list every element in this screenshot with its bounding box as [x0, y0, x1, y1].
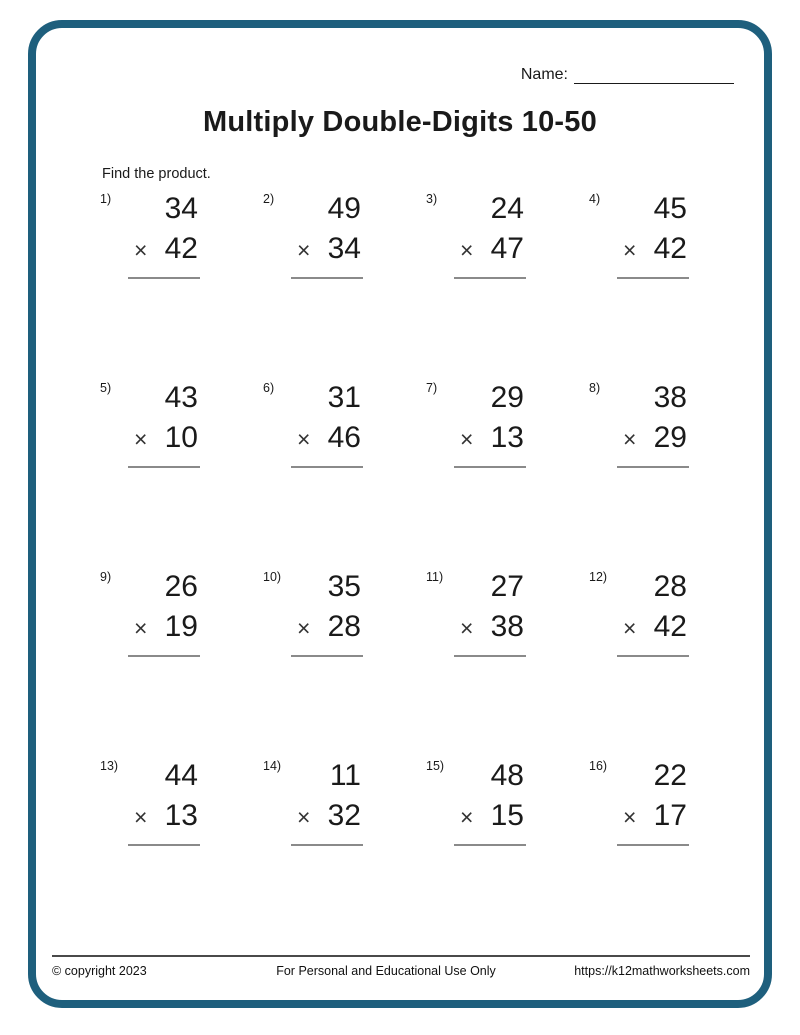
- problem-work: [134, 190, 198, 279]
- times-icon: ×: [460, 237, 474, 263]
- multiplier-row: [623, 797, 687, 836]
- multiplier: 46: [327, 421, 361, 454]
- multiplier: 42: [164, 232, 198, 265]
- times-icon: ×: [460, 615, 474, 641]
- multiplicand: 26: [164, 570, 198, 603]
- problem-work: [623, 568, 687, 657]
- multiplier: 29: [653, 421, 687, 454]
- answer-rule: [617, 277, 689, 279]
- answer-rule: [454, 844, 526, 846]
- multiplier: 42: [653, 610, 687, 643]
- times-icon: ×: [134, 804, 148, 830]
- problem-work: [623, 757, 687, 846]
- answer-rule: [128, 655, 200, 657]
- multiplier-row: [297, 419, 361, 458]
- problem: [259, 188, 422, 377]
- problem-number: 8): [589, 381, 601, 395]
- multiplier-row: [134, 608, 198, 647]
- problem-work: [460, 190, 524, 279]
- problem-work: [297, 379, 361, 468]
- name-label: Name:: [520, 66, 568, 83]
- multiplicand: 27: [490, 570, 524, 603]
- answer-rule: [454, 277, 526, 279]
- multiplicand: 48: [490, 759, 524, 792]
- problem: [259, 566, 422, 755]
- problem-work: [297, 757, 361, 846]
- times-icon: ×: [623, 615, 637, 641]
- footer-usage: For Personal and Educational Use Only: [276, 964, 496, 978]
- page-title: Multiply Double-Digits 10-50: [203, 106, 597, 138]
- problem: [96, 566, 259, 755]
- problem-number: 12): [589, 570, 608, 584]
- multiplier-row: [134, 419, 198, 458]
- multiplier-row: [460, 608, 524, 647]
- times-icon: ×: [460, 426, 474, 452]
- multiplier: 28: [327, 610, 361, 643]
- multiplier-row: [134, 797, 198, 836]
- multiplicand: 11: [329, 759, 361, 792]
- problem-number: 5): [100, 381, 112, 395]
- multiplier: 10: [164, 421, 198, 454]
- problem-work: [134, 568, 198, 657]
- problem-work: [623, 379, 687, 468]
- multiplicand: 44: [164, 759, 198, 792]
- multiplier: 32: [327, 799, 361, 832]
- problem-number: 10): [263, 570, 282, 584]
- answer-rule: [454, 655, 526, 657]
- footer: [52, 955, 750, 978]
- problem-number: 9): [100, 570, 112, 584]
- problem: [259, 377, 422, 566]
- multiplicand: 22: [653, 759, 687, 792]
- multiplier-row: [297, 608, 361, 647]
- answer-rule: [291, 466, 363, 468]
- problem-number: 7): [426, 381, 438, 395]
- multiplier-row: [623, 230, 687, 269]
- multiplier-row: [623, 419, 687, 458]
- multiplier-row: [297, 797, 361, 836]
- times-icon: ×: [297, 426, 311, 452]
- problem-work: [134, 757, 198, 846]
- multiplier-row: [623, 608, 687, 647]
- problem: [585, 188, 748, 377]
- problem: [422, 566, 585, 755]
- multiplicand: 43: [164, 381, 198, 414]
- times-icon: ×: [134, 426, 148, 452]
- answer-rule: [128, 844, 200, 846]
- multiplier: 15: [490, 799, 524, 832]
- multiplicand: 34: [164, 192, 198, 225]
- multiplier-row: [134, 230, 198, 269]
- answer-rule: [617, 844, 689, 846]
- times-icon: ×: [623, 237, 637, 263]
- problem-work: [460, 568, 524, 657]
- multiplier-row: [297, 230, 361, 269]
- name-row: [521, 66, 734, 84]
- problem-work: [460, 757, 524, 846]
- problem-work: [460, 379, 524, 468]
- times-icon: ×: [460, 804, 474, 830]
- multiplier-row: [460, 419, 524, 458]
- problem-number: 4): [589, 192, 601, 206]
- problem-number: 16): [589, 759, 608, 773]
- footer-copyright: © copyright 2023: [52, 964, 147, 978]
- problem: [422, 755, 585, 944]
- problem-number: 2): [263, 192, 275, 206]
- times-icon: ×: [297, 804, 311, 830]
- problem: [585, 377, 748, 566]
- multiplier-row: [460, 797, 524, 836]
- answer-rule: [617, 655, 689, 657]
- problem-number: 15): [426, 759, 445, 773]
- multiplier: 19: [164, 610, 198, 643]
- problem-work: [297, 190, 361, 279]
- problem-work: [134, 379, 198, 468]
- multiplier: 13: [490, 421, 524, 454]
- problem: [259, 755, 422, 944]
- problems-grid: [96, 188, 756, 944]
- problem-number: 1): [100, 192, 112, 206]
- multiplier: 47: [490, 232, 524, 265]
- problem-work: [297, 568, 361, 657]
- problem-number: 13): [100, 759, 119, 773]
- multiplicand: 38: [653, 381, 687, 414]
- multiplicand: 35: [327, 570, 361, 603]
- answer-rule: [128, 466, 200, 468]
- times-icon: ×: [134, 615, 148, 641]
- problem-number: 11): [426, 570, 444, 584]
- times-icon: ×: [297, 237, 311, 263]
- times-icon: ×: [297, 615, 311, 641]
- multiplicand: 45: [653, 192, 687, 225]
- multiplier: 17: [653, 799, 687, 832]
- instruction-text: Find the product.: [102, 166, 211, 182]
- multiplicand: 24: [490, 192, 524, 225]
- name-line: [574, 67, 734, 84]
- problem: [585, 755, 748, 944]
- answer-rule: [291, 844, 363, 846]
- times-icon: ×: [623, 426, 637, 452]
- multiplier-row: [460, 230, 524, 269]
- problem: [422, 188, 585, 377]
- problem-number: 14): [263, 759, 282, 773]
- problem-number: 3): [426, 192, 438, 206]
- worksheet-border: [28, 20, 772, 1008]
- multiplier: 13: [164, 799, 198, 832]
- problem: [96, 377, 259, 566]
- multiplier: 42: [653, 232, 687, 265]
- answer-rule: [291, 277, 363, 279]
- multiplier: 38: [490, 610, 524, 643]
- answer-rule: [454, 466, 526, 468]
- answer-rule: [128, 277, 200, 279]
- times-icon: ×: [623, 804, 637, 830]
- multiplicand: 31: [327, 381, 361, 414]
- answer-rule: [617, 466, 689, 468]
- multiplicand: 49: [327, 192, 361, 225]
- problem: [96, 755, 259, 944]
- multiplier: 34: [327, 232, 361, 265]
- times-icon: ×: [134, 237, 148, 263]
- multiplicand: 29: [490, 381, 524, 414]
- answer-rule: [291, 655, 363, 657]
- problem: [585, 566, 748, 755]
- problem: [422, 377, 585, 566]
- footer-url: https://k12mathworksheets.com: [574, 964, 750, 978]
- problem-number: 6): [263, 381, 275, 395]
- problem: [96, 188, 259, 377]
- multiplicand: 28: [653, 570, 687, 603]
- problem-work: [623, 190, 687, 279]
